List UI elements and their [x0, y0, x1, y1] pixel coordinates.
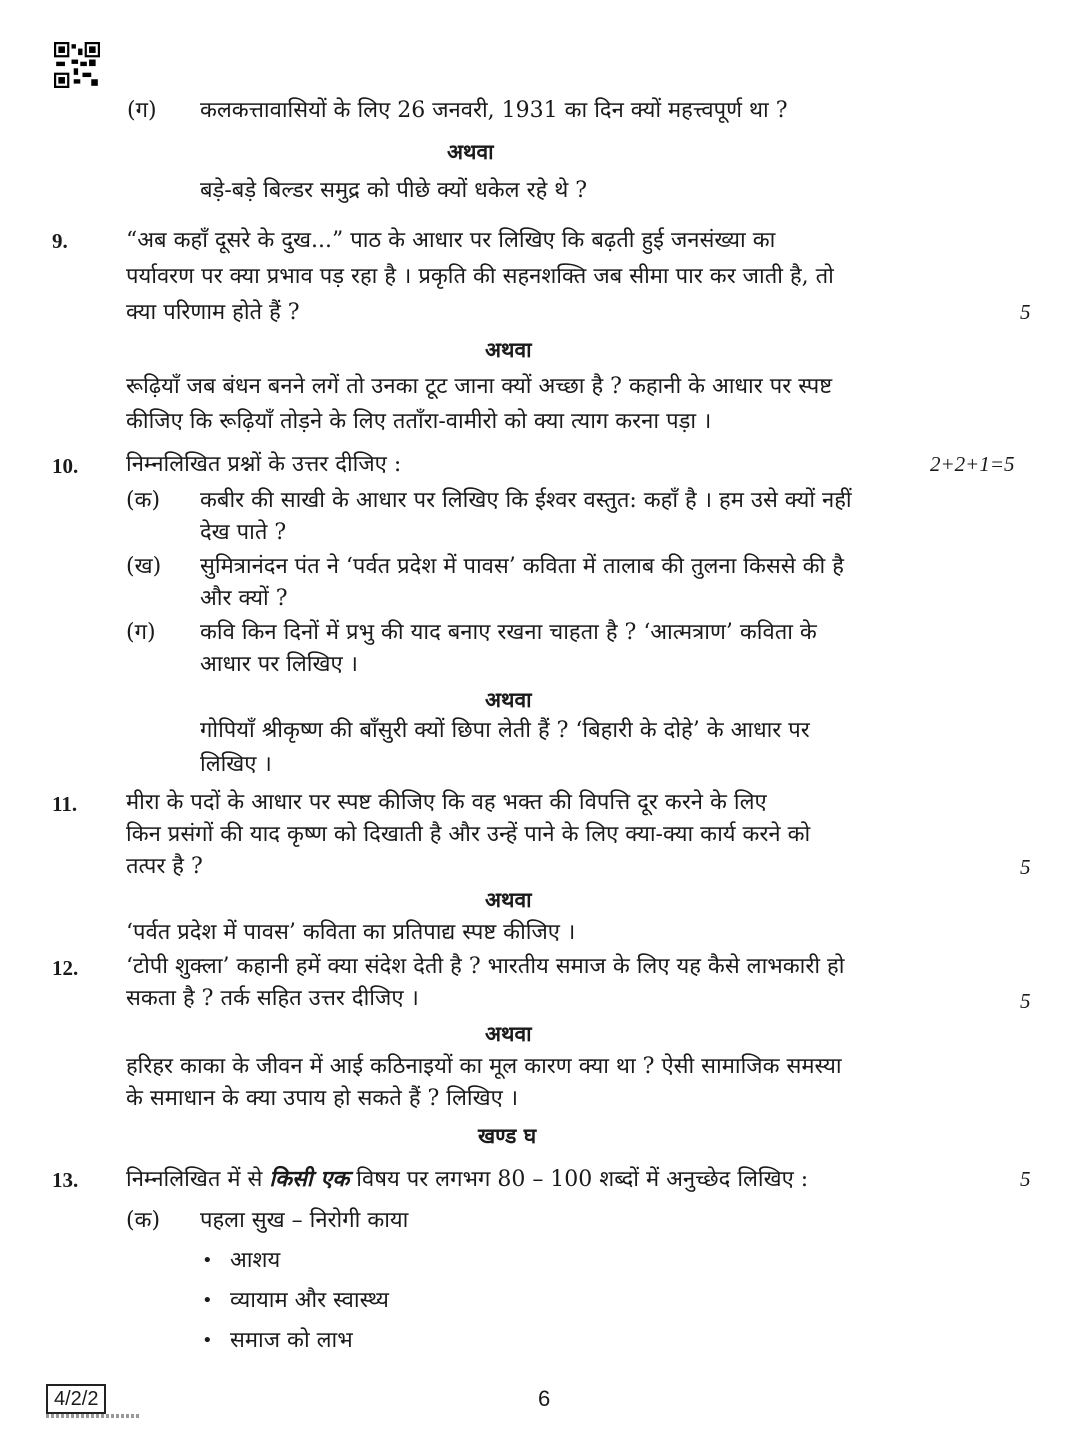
- q13-pre: निम्नलिखित में से: [126, 1167, 263, 1192]
- subq-label: (क): [126, 1208, 161, 1233]
- question-text: सुमित्रानंदन पंत ने ‘पर्वत प्रदेश में पावस’ कविता में तालाब की तुलना किससे की है: [200, 554, 844, 579]
- q13-post: विषय पर लगभग 80 – 100 शब्दों में अनुच्छेद लिखिए :: [356, 1167, 809, 1192]
- question-text: पहला सुख – निरोगी काया: [200, 1208, 409, 1233]
- bullet-item: • समाज को लाभ: [230, 1326, 353, 1356]
- question-text: और क्यों ?: [200, 586, 288, 611]
- question-text: गोपियाँ श्रीकृष्ण की बाँसुरी क्यों छिपा लेती हैं ? ‘बिहारी के दोहे’ के आधार पर: [200, 718, 810, 743]
- marks: 5: [1020, 300, 1031, 324]
- athva-heading: अथवा: [485, 337, 532, 362]
- bullet-item: • आशय: [230, 1246, 280, 1276]
- question-text: देख पाते ?: [200, 520, 287, 545]
- question-text: कलकत्तावासियों के लिए 26 जनवरी, 1931 का दिन क्यों महत्त्वपूर्ण था ?: [200, 98, 788, 123]
- question-number: 13.: [52, 1168, 79, 1192]
- question-text: कबीर की साखी के आधार पर लिखिए कि ईश्वर वस्तुत: कहाँ है । हम उसे क्यों नहीं: [200, 488, 852, 513]
- qr-code-icon: [54, 42, 100, 88]
- subq-label: (ग): [127, 98, 157, 123]
- question-text: क्या परिणाम होते हैं ?: [126, 300, 300, 325]
- question-text: रूढ़ियाँ जब बंधन बनने लगें तो उनका टूट जाना क्यों अच्छा है ? कहानी के आधार पर स्पष्ट: [126, 374, 833, 399]
- question-text: कवि किन दिनों में प्रभु की याद बनाए रखना चाहता है ? ‘आत्मत्राण’ कविता के: [200, 620, 817, 645]
- athva-heading: अथवा: [485, 687, 532, 712]
- question-text: सकता है ? तर्क सहित उत्तर दीजिए ।: [126, 986, 419, 1011]
- question-text: ‘टोपी शुक्ला’ कहानी हमें क्या संदेश देती है ? भारतीय समाज के लिए यह कैसे लाभकारी हो: [126, 954, 845, 979]
- subq-label: (ग): [126, 620, 156, 645]
- question-text: तत्पर है ?: [126, 854, 203, 879]
- marks: 5: [1020, 989, 1031, 1013]
- question-text: निम्नलिखित प्रश्नों के उत्तर दीजिए :: [126, 452, 402, 477]
- question-text: के समाधान के क्या उपाय हो सकते हैं ? लिखिए ।: [126, 1086, 519, 1111]
- question-text: पर्यावरण पर क्या प्रभाव पड़ रहा है । प्रकृति की सहनशक्ति जब सीमा पार कर जाती है, तो: [126, 264, 834, 289]
- q13-emphasis: किसी एक: [269, 1166, 350, 1192]
- bullet-item: • व्यायाम और स्वास्थ्य: [230, 1286, 389, 1316]
- section-heading: खण्ड घ: [478, 1123, 537, 1148]
- subq-label: (क): [126, 488, 161, 513]
- athva-heading: अथवा: [485, 1021, 532, 1046]
- marks: 5: [1020, 1167, 1031, 1191]
- marks: 2+2+1=5: [930, 452, 1015, 476]
- question-text: [126, 1164, 808, 1195]
- question-text: बड़े-बड़े बिल्डर समुद्र को पीछे क्यों धकेल रहे थे ?: [200, 178, 588, 203]
- question-text: “अब कहाँ दूसरे के दुख...” पाठ के आधार पर लिखिए कि बढ़ती हुई जनसंख्या का: [126, 228, 776, 253]
- question-text: ‘पर्वत प्रदेश में पावस’ कविता का प्रतिपाद्य स्पष्ट कीजिए ।: [126, 920, 576, 945]
- question-number: 9.: [52, 229, 68, 253]
- code-strip: [46, 1414, 140, 1418]
- marks: 5: [1020, 855, 1031, 879]
- paper-code: 4/2/2: [46, 1384, 106, 1414]
- athva-heading: अथवा: [447, 139, 494, 164]
- question-text: आधार पर लिखिए ।: [200, 652, 358, 677]
- question-text: लिखिए ।: [200, 752, 272, 777]
- question-text: कीजिए कि रूढ़ियाँ तोड़ने के लिए तताँरा-वामीरो को क्या त्याग करना पड़ा ।: [126, 409, 712, 434]
- question-text: हरिहर काका के जीवन में आई कठिनाइयों का मूल कारण क्या था ? ऐसी सामाजिक समस्या: [126, 1054, 842, 1079]
- page-number: 6: [538, 1386, 551, 1411]
- athva-heading: अथवा: [485, 887, 532, 912]
- question-number: 11.: [52, 792, 78, 816]
- question-text: मीरा के पदों के आधार पर स्पष्ट कीजिए कि वह भक्त की विपत्ति दूर करने के लिए: [126, 790, 767, 815]
- question-number: 10.: [52, 454, 79, 478]
- question-text: किन प्रसंगों की याद कृष्ण को दिखाती है और उन्हें पाने के लिए क्या-क्या कार्य करने को: [126, 822, 811, 847]
- question-number: 12.: [52, 956, 79, 980]
- subq-label: (ख): [126, 554, 162, 579]
